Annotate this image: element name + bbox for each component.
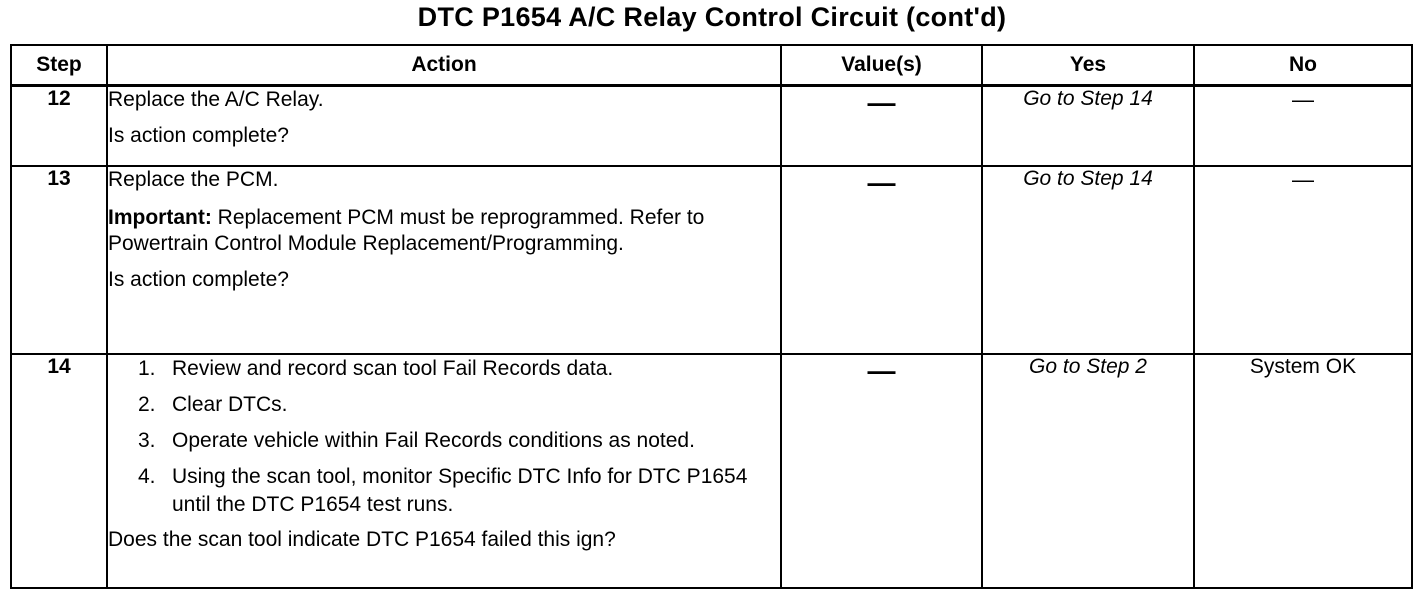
header-action: Action xyxy=(107,45,781,86)
step-index: 1. xyxy=(138,357,156,380)
value-cell: — xyxy=(781,354,982,588)
step-text: Review and record scan tool Fail Records data. xyxy=(172,357,614,380)
action-cell xyxy=(107,166,781,354)
step-number: 12 xyxy=(11,86,107,167)
yes-cell: Go to Step 2 xyxy=(982,354,1194,588)
header-no: No xyxy=(1194,45,1412,86)
no-cell: — xyxy=(1194,166,1412,354)
step-text: Operate vehicle within Fail Records conditions as noted. xyxy=(172,429,695,452)
numbered-step xyxy=(108,463,780,519)
header-step: Step xyxy=(11,45,107,86)
action-question: Is action complete? xyxy=(108,124,289,147)
action-cell xyxy=(107,354,781,588)
step-text: Clear DTCs. xyxy=(172,393,288,416)
table-row xyxy=(11,166,1412,354)
step-index: 4. xyxy=(138,465,156,488)
yes-cell: Go to Step 14 xyxy=(982,86,1194,167)
table-header-row xyxy=(11,45,1412,86)
important-label: Important: xyxy=(108,206,212,229)
no-cell: System OK xyxy=(1194,354,1412,588)
action-question: Is action complete? xyxy=(108,268,289,291)
document-title: DTC P1654 A/C Relay Control Circuit (cont'd) xyxy=(417,2,1007,32)
step-number: 14 xyxy=(11,354,107,588)
step-text: Using the scan tool, monitor Specific DTC Info for DTC P1654 until the DTC P1654 test runs. xyxy=(172,465,748,516)
numbered-step xyxy=(108,391,780,419)
value-cell: — xyxy=(781,166,982,354)
step-number: 13 xyxy=(11,166,107,354)
action-text: Replace the A/C Relay. xyxy=(108,88,324,111)
value-cell: — xyxy=(781,86,982,167)
table-row xyxy=(11,354,1412,588)
numbered-steps xyxy=(108,355,780,519)
important-note xyxy=(108,205,780,257)
step-index: 2. xyxy=(138,393,156,416)
numbered-step xyxy=(108,355,780,383)
diagnostic-table xyxy=(10,44,1413,589)
yes-cell: Go to Step 14 xyxy=(982,166,1194,354)
header-value: Value(s) xyxy=(781,45,982,86)
table-row xyxy=(11,86,1412,167)
important-text: Replacement PCM must be reprogrammed. Refer to Powertrain Control Module Replacement/Programming. xyxy=(108,206,705,255)
action-text: Replace the PCM. xyxy=(108,168,279,191)
action-cell xyxy=(107,86,781,167)
numbered-step xyxy=(108,427,780,455)
header-yes: Yes xyxy=(982,45,1194,86)
no-cell: — xyxy=(1194,86,1412,167)
action-question: Does the scan tool indicate DTC P1654 failed this ign? xyxy=(108,528,616,551)
step-index: 3. xyxy=(138,429,156,452)
